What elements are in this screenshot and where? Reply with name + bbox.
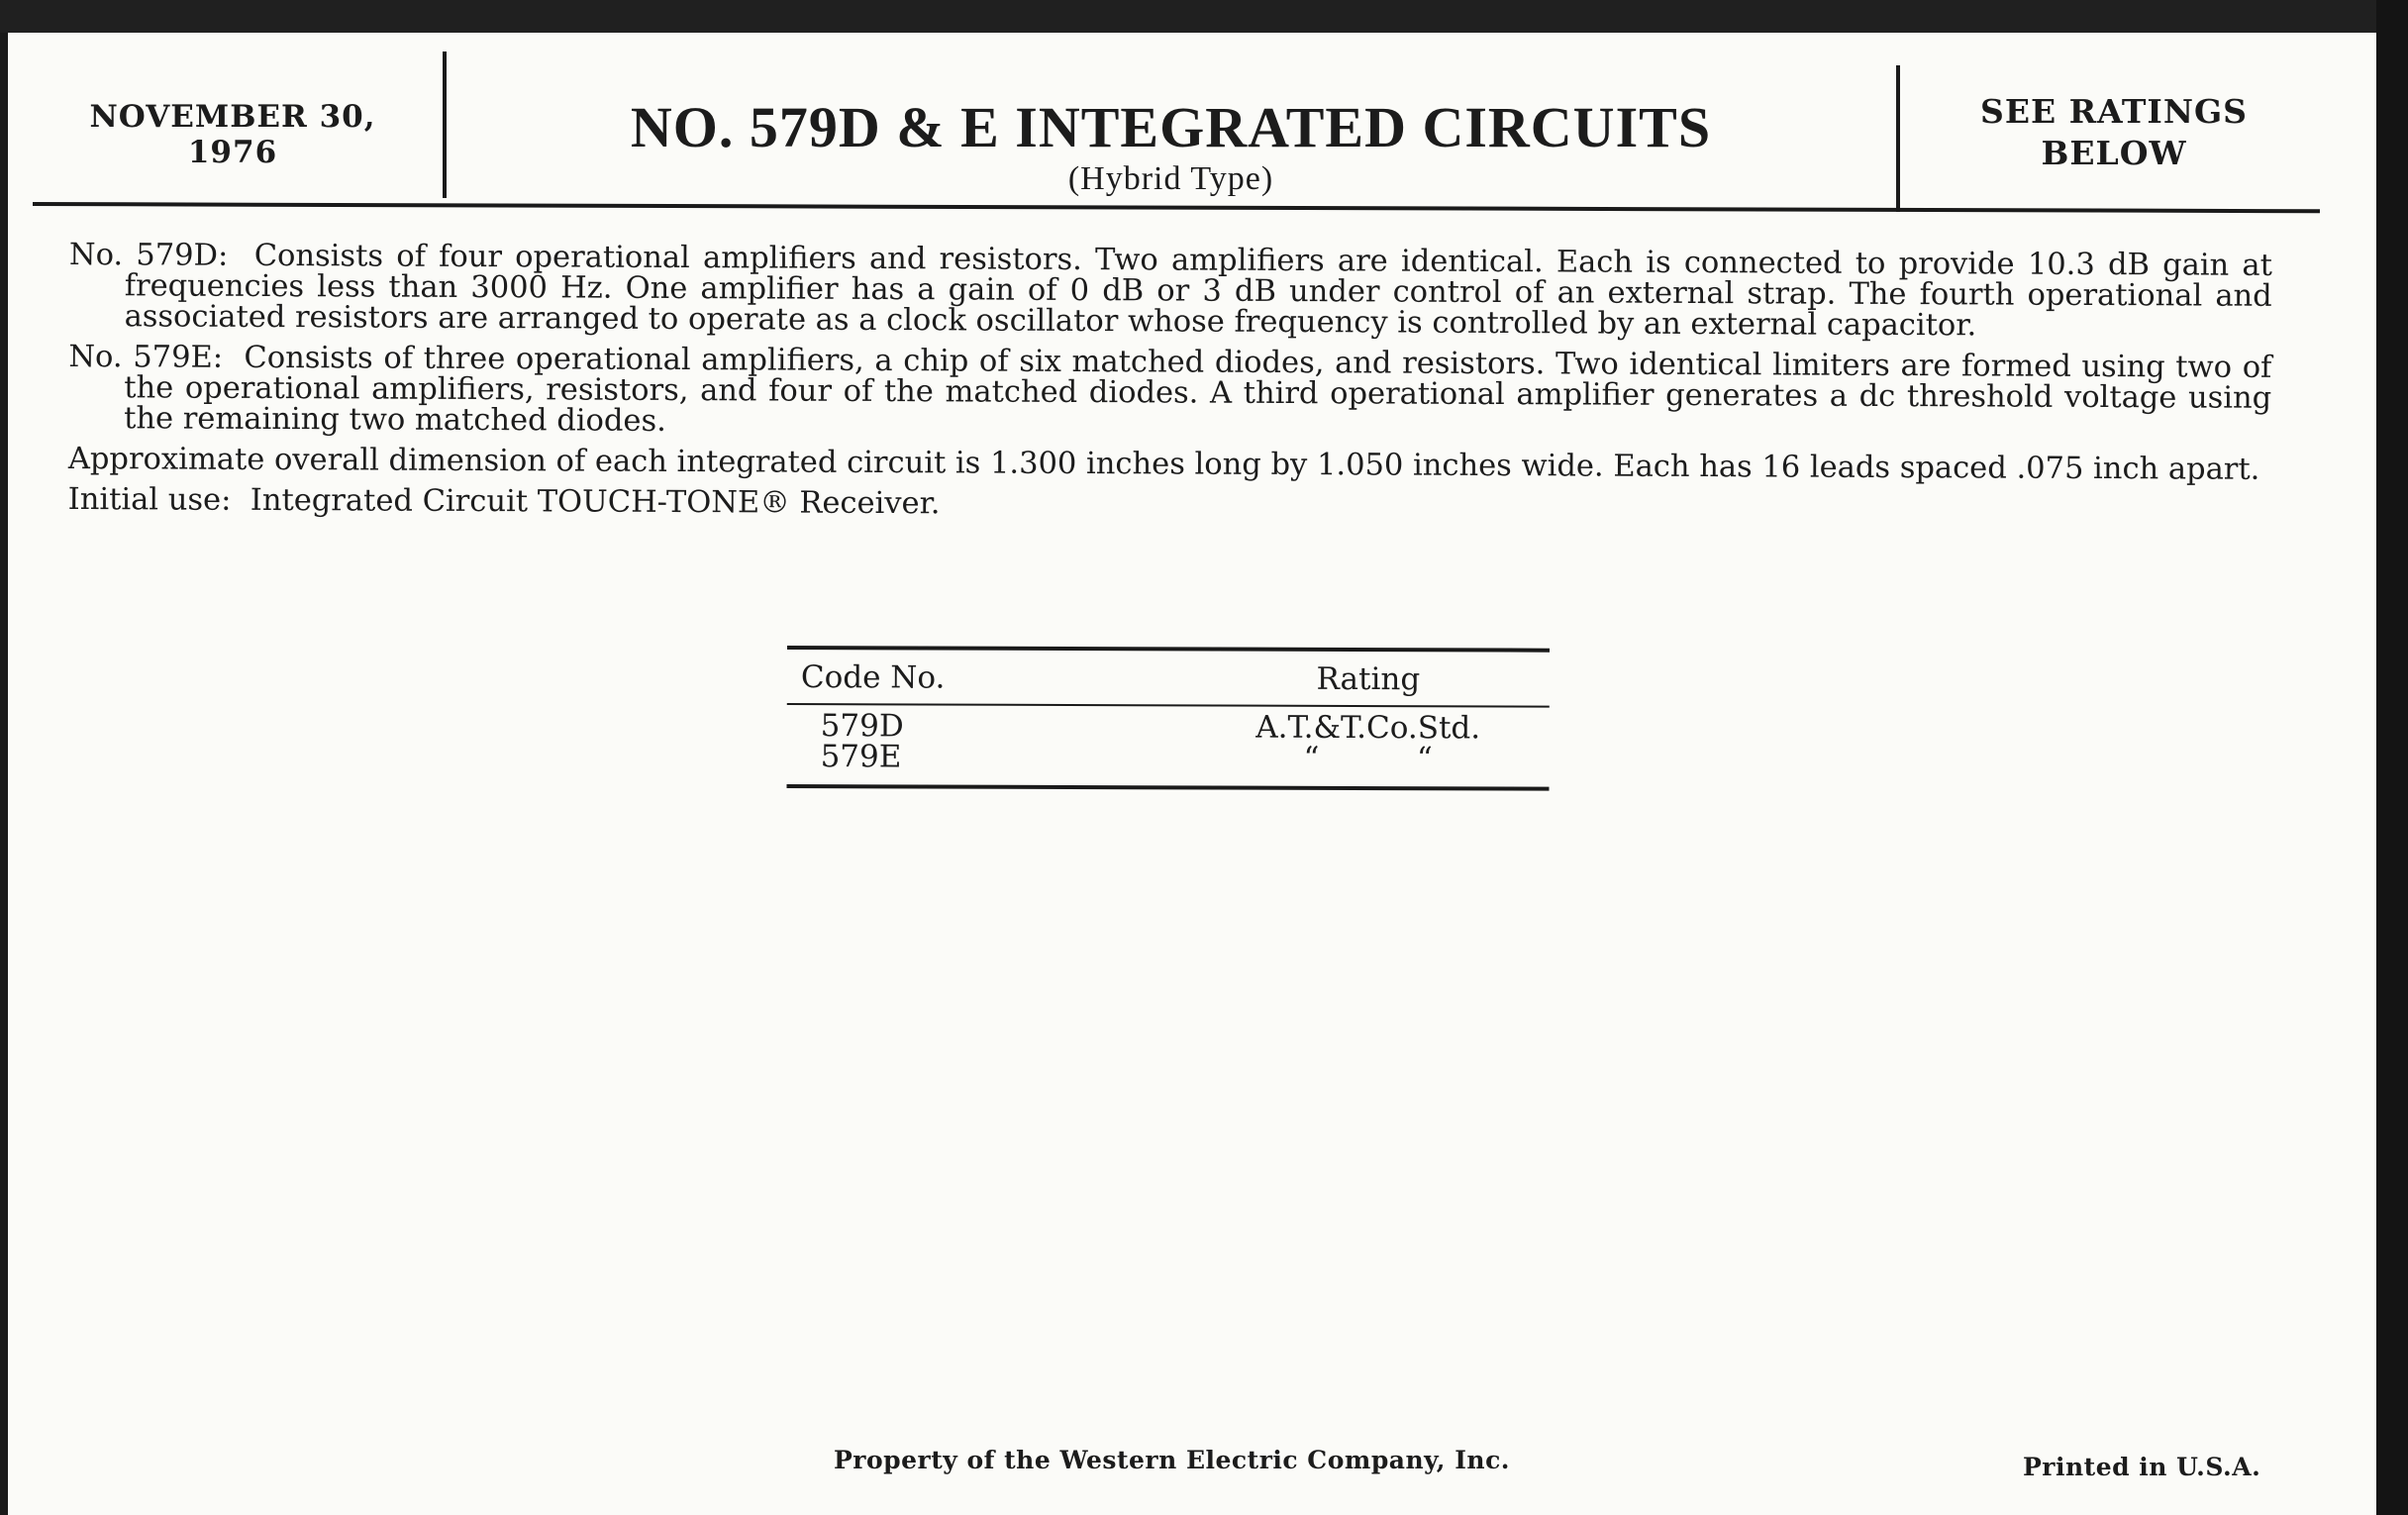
paragraph-dimensions [67, 441, 2271, 487]
initial-use-label: Initial use: [67, 481, 232, 518]
column-header-code: Code No. [800, 659, 946, 696]
ratings-line-1: SEE RATINGS [1979, 92, 2249, 131]
header-divider-left [443, 51, 447, 198]
document-subtitle: (Hybrid Type) [1067, 160, 1274, 197]
cell-rating: “ “ [1303, 740, 1433, 777]
table-header [787, 650, 1550, 698]
header-ratings-note [1911, 91, 2317, 174]
ratings-table [786, 646, 1549, 791]
header-date: NOVEMBER 30, 1976 [89, 99, 376, 170]
footer-property-note: Property of the Western Electric Company, Inc. [834, 1446, 1511, 1474]
table-body [787, 705, 1550, 775]
description-body [68, 240, 2272, 536]
paragraph-579d [69, 240, 2272, 343]
paragraph-label: No. 579E: [68, 339, 224, 375]
footer-printed-note: Printed in U.S.A. [2023, 1453, 2261, 1481]
cell-code: 579D [820, 708, 904, 745]
initial-use [67, 481, 2271, 526]
scan-border-right [2376, 0, 2408, 1515]
paragraph-text: Consists of four operational amplifiers and resistors. Two amplifiers are identical. Each is connected to provide 10.3 dB gain at frequencies less than 3000 Hz. One amplifier has a gain of 0 dB or 3 dB under control of an external strap. The fourth operational and associated resistors are arranged to operate as a clock oscillator whose frequency is controlled by an external capacitor. [124, 238, 2272, 344]
initial-use-text: Integrated Circuit TOUCH-TONE® Receiver. [250, 482, 941, 522]
header-divider-right [1896, 65, 1900, 212]
column-header-rating: Rating [1316, 660, 1421, 698]
table-row [787, 739, 1550, 777]
scan-border-top [0, 0, 2408, 33]
cell-rating: A.T.&T.Co.Std. [1255, 709, 1481, 747]
paragraph-label: No. 579D: [68, 238, 229, 273]
paragraph-579e [68, 339, 2272, 445]
paragraph-text: Consists of three operational amplifiers, a chip of six matched diodes, and resistors. Two identical limiters are formed using two of the operational amplifiers, resistors, and four of the matched diodes. A third operational amplifier generates a dc threshold voltage using the remaining two matched diodes. [124, 340, 2272, 439]
document-title: NO. 579D & E INTEGRATED CIRCUITS [630, 95, 1712, 159]
ratings-line-2: BELOW [2041, 134, 2187, 172]
paragraph-text: Approximate overall dimension of each integrated circuit is 1.300 inches long by 1.050 inches wide. Each has 16 leads spaced .075 inch apart. [67, 441, 2260, 487]
cell-code: 579E [820, 739, 902, 775]
